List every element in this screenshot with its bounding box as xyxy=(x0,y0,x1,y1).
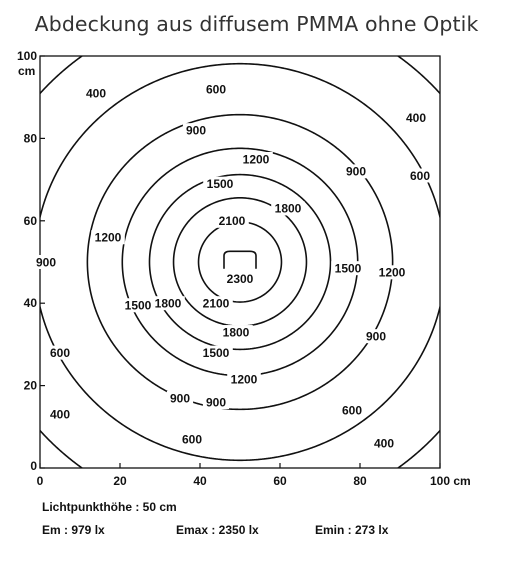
contour-label-group-600 xyxy=(339,403,365,417)
contour-label-group-400 xyxy=(83,86,109,100)
x-tick-label: 80 xyxy=(353,474,367,488)
contour-label-group-2300 xyxy=(223,271,257,285)
contour-label-1500: 1500 xyxy=(124,298,152,313)
contour-label-600: 600 xyxy=(49,345,71,360)
x-tick-label: 60 xyxy=(273,474,287,488)
contour-label-1800: 1800 xyxy=(222,325,250,340)
contour-label-group-900 xyxy=(203,395,229,409)
contour-label-1200: 1200 xyxy=(242,152,270,167)
x-tick-label: 20 xyxy=(113,474,127,488)
contour-line-2300 xyxy=(224,251,256,268)
contour-label-group-1800 xyxy=(271,201,305,215)
mounting-height-label: Lichtpunkthöhe : 50 cm xyxy=(42,500,177,514)
contour-label-group-1500 xyxy=(199,346,233,360)
contour-line-1200 xyxy=(122,148,357,375)
contour-label-group-400 xyxy=(371,436,397,450)
y-tick-label: 40 xyxy=(23,296,37,311)
contour-label-2100: 2100 xyxy=(218,214,246,229)
y-tick-label: 0 xyxy=(30,459,37,473)
y-tick-label: 20 xyxy=(23,378,37,393)
contour-label-group-400 xyxy=(47,407,73,421)
average-illuminance-label: Em : 979 lx xyxy=(42,523,105,537)
contour-label-1200: 1200 xyxy=(94,230,122,245)
contour-label-400: 400 xyxy=(373,436,395,451)
contour-label-group-900 xyxy=(33,255,59,269)
contour-label-600: 600 xyxy=(341,403,363,418)
contour-label-group-2100 xyxy=(199,296,233,310)
contour-label-group-1200 xyxy=(375,265,409,279)
contour-label-1500: 1500 xyxy=(206,177,234,192)
contour-label-400: 400 xyxy=(405,111,427,126)
contour-label-group-600 xyxy=(407,168,433,182)
contour-label-900: 900 xyxy=(365,329,387,344)
contour-label-2300: 2300 xyxy=(226,271,254,286)
contour-label-900: 900 xyxy=(345,164,367,179)
x-tick-label: 40 xyxy=(193,474,207,488)
contour-label-1500: 1500 xyxy=(334,261,362,276)
contour-label-1800: 1800 xyxy=(154,296,182,311)
contour-label-400: 400 xyxy=(85,86,107,101)
contour-label-group-1200 xyxy=(239,152,273,166)
x-tick-label: 100 cm xyxy=(430,474,471,488)
x-tick-label: 0 xyxy=(36,474,44,488)
contour-label-group-1500 xyxy=(121,298,155,312)
contour-label-group-600 xyxy=(47,346,73,360)
contour-label-group-600 xyxy=(179,432,205,446)
y-tick-label: 100 xyxy=(16,49,37,63)
contour-label-600: 600 xyxy=(205,82,227,97)
contour-label-group-400 xyxy=(403,111,429,125)
min-illuminance-label: Emin : 273 lx xyxy=(315,523,389,537)
contour-label-group-900 xyxy=(363,329,389,343)
contour-label-group-1200 xyxy=(91,230,125,244)
y-tick-label: 60 xyxy=(23,213,37,228)
contour-label-group-1800 xyxy=(151,296,185,310)
contour-label-group-900 xyxy=(343,164,369,178)
contour-line-2100 xyxy=(199,222,282,302)
contour-line-600 xyxy=(40,64,440,461)
contour-label-group-2100 xyxy=(215,214,249,228)
contour-label-900: 900 xyxy=(185,123,207,138)
contour-label-900: 900 xyxy=(35,255,57,270)
contour-label-400: 400 xyxy=(49,407,71,422)
chart-title: Abdeckung aus diffusem PMMA ohne Optik xyxy=(34,12,479,36)
contour-label-group-1800 xyxy=(219,325,253,339)
contour-label-group-900 xyxy=(183,123,209,137)
contour-label-group-900 xyxy=(167,391,193,405)
contour-label-600: 600 xyxy=(409,168,431,183)
contour-label-1500: 1500 xyxy=(202,345,230,360)
contour-label-1200: 1200 xyxy=(230,372,258,387)
contour-label-900: 900 xyxy=(169,391,191,406)
contour-label-group-1500 xyxy=(203,177,237,191)
max-illuminance-label: Emax : 2350 lx xyxy=(176,523,259,537)
contour-label-2100: 2100 xyxy=(202,296,230,311)
contour-label-group-1200 xyxy=(227,372,261,386)
contour-label-600: 600 xyxy=(181,432,203,447)
contour-label-1200: 1200 xyxy=(378,265,406,280)
y-tick-label: 80 xyxy=(23,131,37,146)
contour-label-group-600 xyxy=(203,82,229,96)
y-axis-unit: cm xyxy=(18,64,36,78)
contour-label-group-1500 xyxy=(331,261,365,275)
contour-label-900: 900 xyxy=(205,395,227,410)
contour-line-1500 xyxy=(149,175,330,350)
contour-label-1800: 1800 xyxy=(274,201,302,216)
